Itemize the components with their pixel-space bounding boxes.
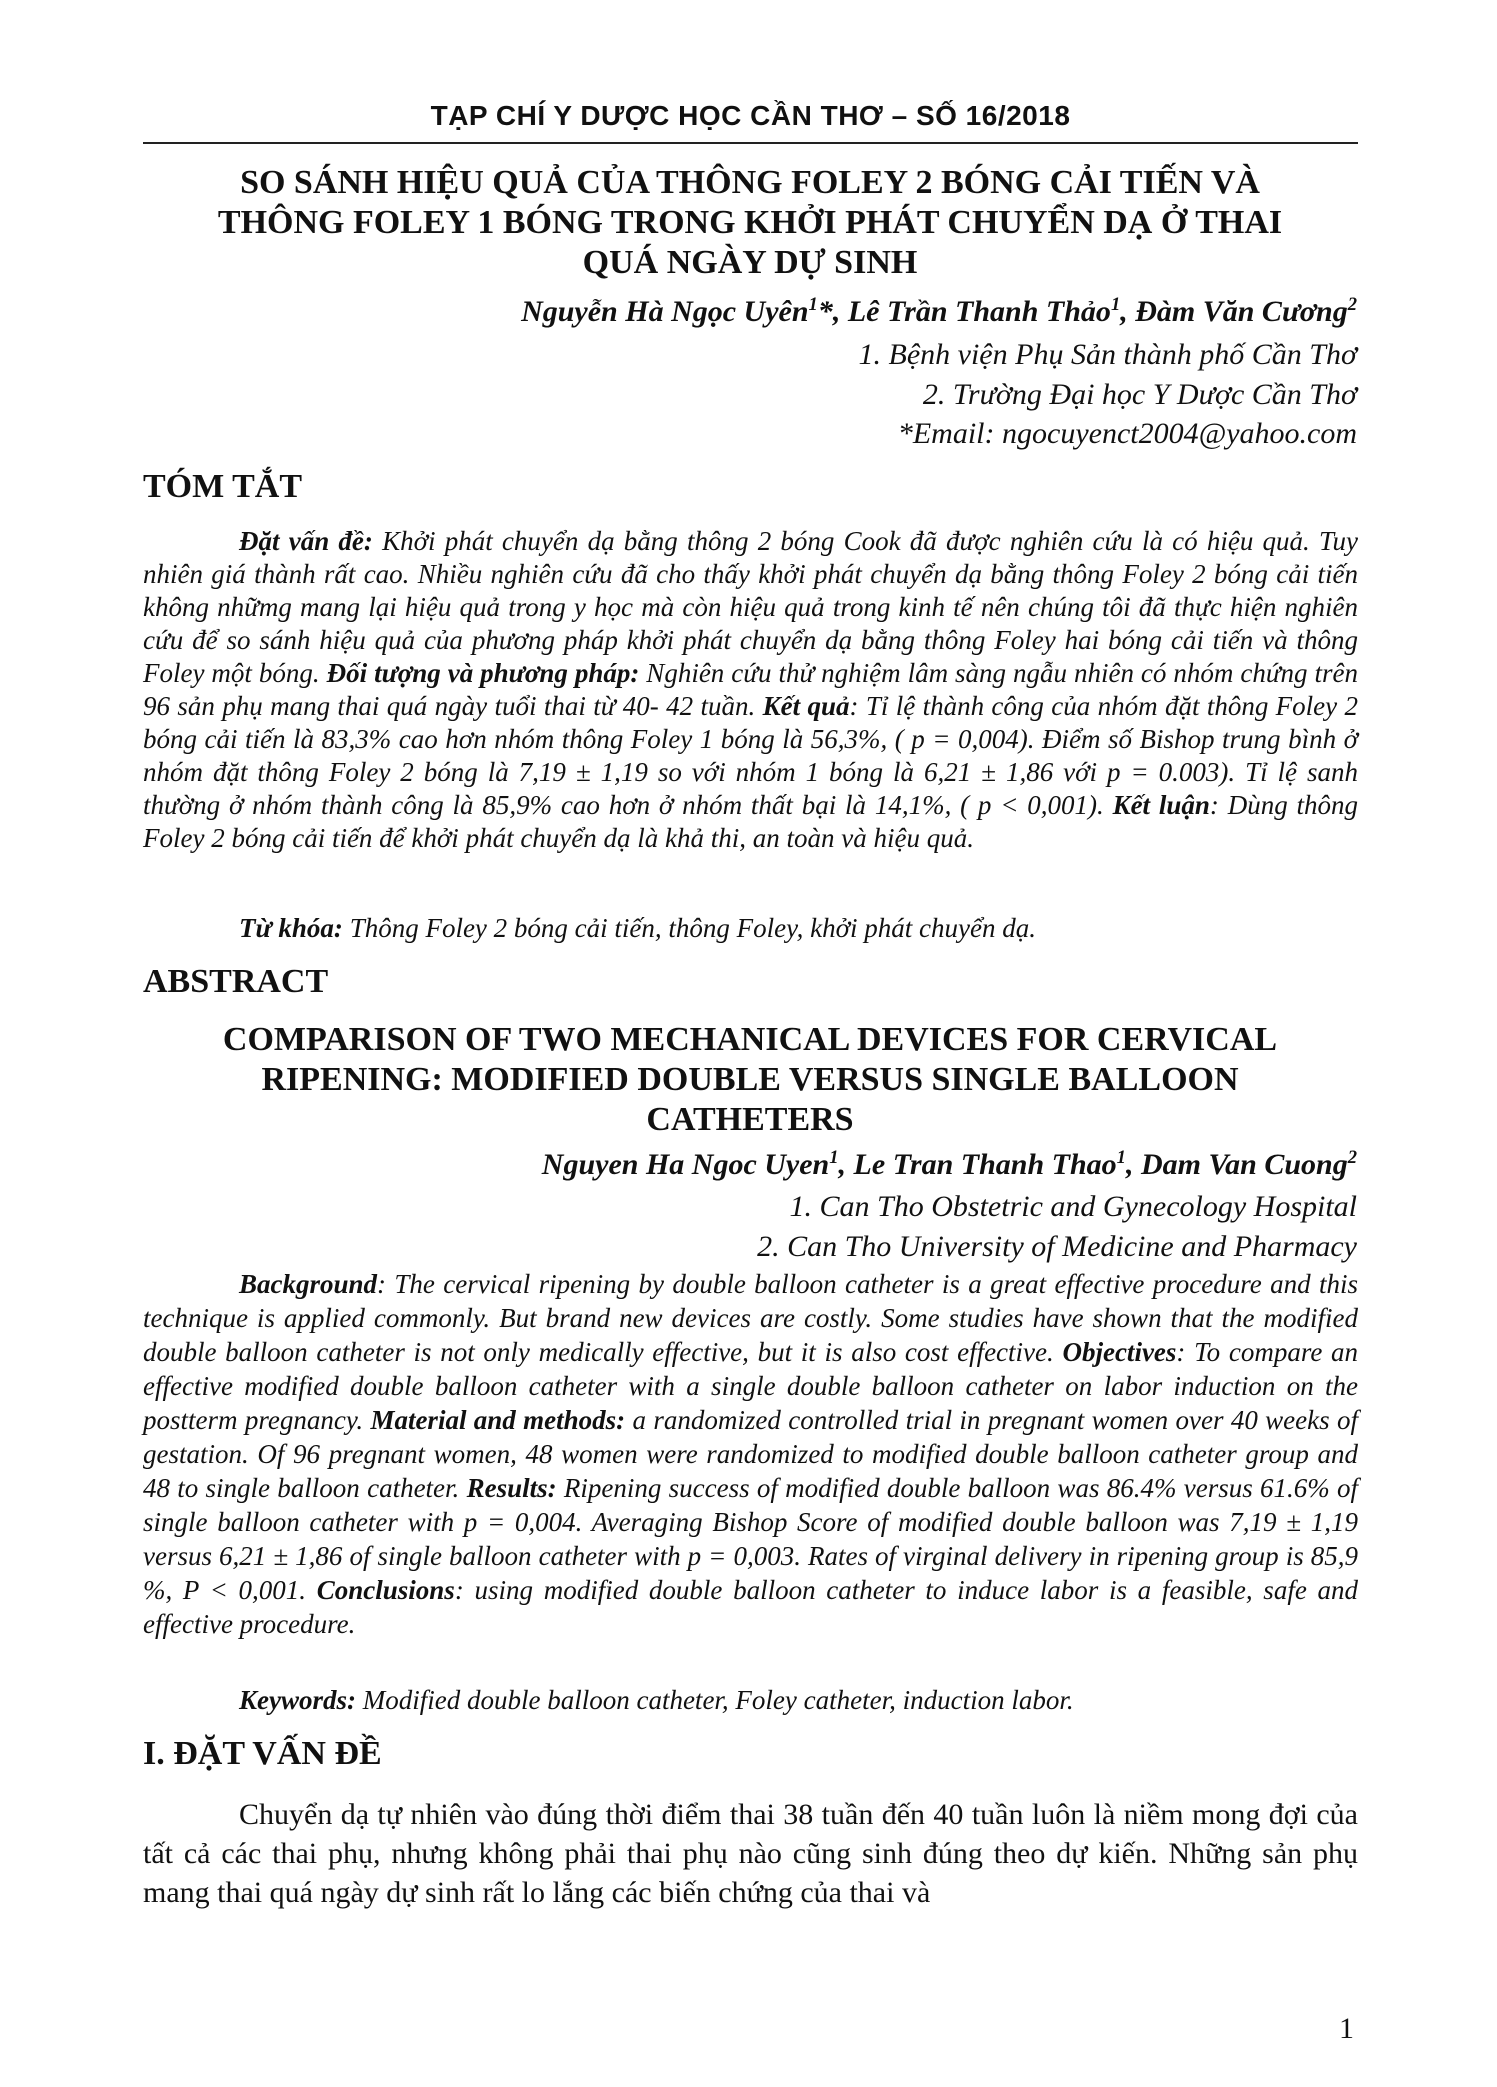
en-affiliation: 2. Can Tho University of Medicine and Pharmacy [757, 1230, 1357, 1263]
author-separator: , [1125, 1148, 1141, 1181]
keywords-text: Modified double balloon catheter, Foley catheter, induction labor. [356, 1685, 1074, 1715]
abstract-heading: ABSTRACT [143, 963, 329, 1000]
author-name: Nguyễn Hà Ngọc Uyên [521, 295, 809, 328]
en-keywords [239, 1685, 1074, 1716]
abstract-text: a randomized controlled trial in pregnant women over 40 weeks of gestation. Of 96 pregnant women, 48 women were randomized to modified double balloon catheter group and 48 to single balloon catheter. [143, 1405, 1358, 1503]
en-title [170, 1020, 1330, 1140]
en-abstract [143, 1267, 1358, 1641]
vi-title-line: THÔNG FOLEY 1 BÓNG TRONG KHỞI PHÁT CHUYỂN DẠ Ở THAI [217, 204, 1283, 241]
author-affil-mark: 1 [808, 294, 818, 315]
author-separator: , [838, 1148, 854, 1181]
author-separator: *, [817, 295, 848, 328]
author-affil-mark: 2 [1347, 1147, 1357, 1168]
author-name: Dam Van Cuong [1140, 1148, 1348, 1181]
vi-title-line: SO SÁNH HIỆU QUẢ CỦA THÔNG FOLEY 2 BÓNG CẢI TIẾN VÀ [240, 164, 1260, 201]
vi-affiliation: 2. Trường Đại học Y Dược Cần Thơ [922, 378, 1357, 411]
author-name: Le Tran Thanh Thao [853, 1148, 1117, 1181]
author-name: Đàm Văn Cương [1135, 295, 1348, 328]
abstract-label: Results: [466, 1473, 557, 1503]
contact-email: *Email: ngocuyenct2004@yahoo.com [897, 417, 1357, 450]
vi-title [170, 163, 1330, 283]
keywords-text: Thông Foley 2 bóng cải tiến, thông Foley, khởi phát chuyển dạ. [342, 913, 1036, 943]
abstract-label: Objectives [1062, 1337, 1177, 1367]
abstract-text: : The cervical ripening by double balloon catheter is a great effective procedure and this technique is applied commonly. But brand new devices are costly. Some studies have shown that the modified double balloon catheter is not only medically effective, but it is also cost effective. [143, 1269, 1358, 1367]
en-authors [542, 1148, 1357, 1182]
abstract-label: Đặt vấn đề: [239, 526, 373, 556]
abstract-label: Kết luận [1112, 790, 1210, 820]
abstract-label: Background [239, 1269, 378, 1299]
abstract-label: Conclusions [316, 1575, 455, 1605]
keywords-label: Keywords: [239, 1685, 356, 1715]
vi-title-line: QUÁ NGÀY DỰ SINH [582, 244, 918, 281]
en-title-line: RIPENING: MODIFIED DOUBLE VERSUS SINGLE BALLOON [261, 1061, 1239, 1098]
header-rule [143, 142, 1358, 144]
abstract-label: Kết quả [762, 691, 850, 721]
abstract-text: : Tỉ lệ thành công của nhóm đặt thông Foley 2 bóng cải tiến là 83,3% cao hơn nhóm thông Foley 1 bóng là 56,3%, ( p = 0,004). Điểm số Bishop trung bình ở nhóm đặt thông Foley 2 bóng là 7,19 ± 1,19 so với nhóm 1 bóng là 6,21 ± 1,86 với p = 0.003). Tỉ lệ sanh thường ở nhóm thành công là 85,9% cao hơn ở nhóm thất bại là 14,1%, ( p < 0,001). [143, 691, 1359, 820]
section-heading: I. ĐẶT VẤN ĐỀ [143, 1735, 382, 1772]
author-name: Lê Trần Thanh Thảo [847, 295, 1111, 328]
abstract-text: : using modified double balloon catheter to induce labor is a feasible, safe and effective procedure. [143, 1575, 1358, 1639]
vi-affiliation: 1. Bệnh viện Phụ Sản thành phố Cần Thơ [858, 338, 1357, 371]
abstract-text: Nghiên cứu thử nghiệm lâm sàng ngẫu nhiên có nhóm chứng trên 96 sản phụ mang thai quá ngày tuổi thai từ 40- 42 tuần. [143, 658, 1359, 721]
abstract-text: : Dùng thông Foley 2 bóng cải tiến để khởi phát chuyển dạ là khả thi, an toàn và hiệu quả. [143, 790, 1359, 853]
body-paragraph [143, 1795, 1358, 1912]
abstract-text: Ripening success of modified double balloon was 86.4% versus 61.6% of single balloon catheter with p = 0,004. Averaging Bishop Score of modified double balloon was 7,19 ± 1,19 versus 6,21 ± 1,86 of single balloon catheter with p = 0,003. Rates of virginal delivery in ripening group is 85,9 %, P < 0,001. [143, 1473, 1359, 1605]
author-affil-mark: 1 [829, 1147, 839, 1168]
abstract-label: Material and methods: [370, 1405, 626, 1435]
en-affiliation: 1. Can Tho Obstetric and Gynecology Hospital [789, 1190, 1357, 1223]
vi-abstract [143, 525, 1358, 855]
vi-keywords [239, 913, 1036, 944]
abstract-text: Khởi phát chuyển dạ bằng thông 2 bóng Cook đã được nghiên cứu là có hiệu quả. Tuy nhiên giá thành rất cao. Nhiều nghiên cứu đã cho thấy khởi phát chuyển dạ bằng thông Foley 2 bóng cải tiến không nhữmg mang lại hiệu quả trong y học mà còn hiệu quả trong kinh tế nên chúng tôi đã thực hiện nghiên cứu để so sánh hiệu quả của phương pháp khởi phát chuyển dạ bằng thông Foley hai bóng cải tiến và thông Foley một bóng. [143, 526, 1358, 688]
author-affil-mark: 1 [1110, 294, 1121, 315]
journal-header: TẠP CHÍ Y DƯỢC HỌC CẦN THƠ – SỐ 16/2018 [430, 100, 1071, 131]
author-affil-mark: 2 [1347, 294, 1357, 315]
page-number: 1 [1339, 2012, 1354, 2045]
author-name: Nguyen Ha Ngoc Uyen [541, 1148, 830, 1181]
abstract-label: Đối tượng và phương pháp: [326, 658, 640, 688]
keywords-label: Từ khóa: [239, 913, 343, 943]
author-separator: , [1120, 295, 1136, 328]
body-text: Chuyển dạ tự nhiên vào đúng thời điểm thai 38 tuần đến 40 tuần luôn là niềm mong đợi của tất cả các thai phụ, nhưng không phải thai phụ nào cũng sinh đúng theo dự kiến. Những sản phụ mang thai quá ngày dự sinh rất lo lắng các biến chứng của thai và [143, 1798, 1358, 1909]
abstract-text: : To compare an effective modified double balloon catheter with a single double balloon catheter on labor induction on the postterm pregnancy. [143, 1337, 1358, 1435]
summary-heading: TÓM TẮT [143, 468, 303, 505]
vi-authors [521, 295, 1357, 329]
en-title-line: CATHETERS [646, 1101, 854, 1138]
en-title-line: COMPARISON OF TWO MECHANICAL DEVICES FOR CERVICAL [222, 1021, 1278, 1058]
author-affil-mark: 1 [1116, 1147, 1126, 1168]
